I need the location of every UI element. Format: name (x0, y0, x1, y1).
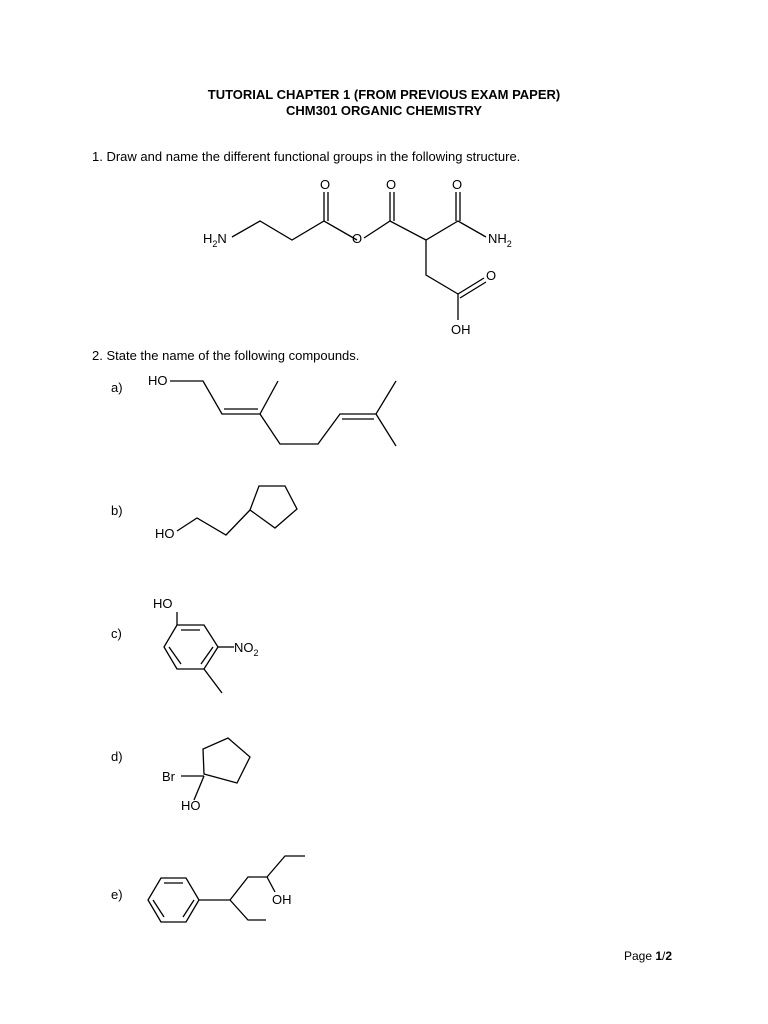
compound-b-chain (177, 510, 250, 535)
compound-c-methyl-bond (204, 669, 222, 693)
acid-oxygen: O (486, 268, 497, 283)
compound-b-structure (155, 486, 297, 541)
compound-d-oh-bond (194, 776, 204, 800)
compound-e-oh-bond (267, 877, 275, 892)
compound-d-br-label: Br (162, 769, 175, 784)
page-prefix: Page (624, 949, 656, 963)
compound-d-ho-label: HO (181, 798, 201, 813)
compound-a-ho-label: HO (148, 373, 168, 388)
document-title: TUTORIAL CHAPTER 1 (FROM PREVIOUS EXAM PAPER) (207, 87, 561, 102)
question-1-number: 1. (92, 149, 103, 164)
carbonyl-oxygen-1: O (320, 177, 331, 192)
anhydride-chain-bond (364, 221, 486, 240)
page-separator: / (662, 949, 666, 963)
carbonyl-oxygen-3: O (452, 177, 463, 192)
compound-c-ring-double-3 (169, 647, 181, 664)
part-d-label: d) (111, 749, 123, 764)
acid-hydroxyl-label: OH (451, 322, 471, 337)
compound-b-ho-label: HO (155, 526, 175, 541)
compound-c-no2-label: $NO_2$ (234, 640, 259, 658)
h2n-label: $H_2N$ (203, 231, 227, 249)
compound-a-chain-2 (260, 381, 396, 444)
part-b-label: b) (111, 503, 123, 518)
compound-e-structure (148, 856, 305, 922)
compound-b-cyclopentane (250, 486, 297, 528)
ester-oxygen: O (352, 231, 363, 246)
carbonyl-oxygen-2: O (386, 177, 397, 192)
compound-c-ring-double-2 (201, 647, 213, 664)
part-c-label: c) (111, 626, 122, 641)
page-total: 2 (665, 949, 673, 963)
compound-c-structure (153, 596, 259, 693)
compound-e-ring-double-2 (183, 900, 194, 917)
compound-a-structure (148, 373, 396, 446)
compound-c-benzene-ring (164, 625, 218, 669)
compound-e-benzene-ring (148, 878, 199, 922)
compound-e-ethyl-branch (230, 900, 266, 920)
part-a-label: a) (111, 380, 123, 395)
page-number (624, 949, 672, 963)
amine-chain-bond (232, 221, 357, 240)
question-1-structure (203, 177, 512, 337)
compound-d-cyclopentane (203, 738, 250, 783)
compound-e-oh-label: OH (272, 892, 292, 907)
question-1-text: Draw and name the different functional groups in the following structure. (106, 149, 521, 164)
part-e-label: e) (111, 887, 123, 902)
compound-e-ring-double-3 (153, 900, 164, 917)
side-chain-bond (426, 240, 458, 294)
page-current: 1 (655, 949, 663, 963)
question-2-number: 2. (92, 348, 103, 363)
compound-c-ho-label: HO (153, 596, 173, 611)
nh2-label: $NH_2$ (488, 231, 512, 249)
compound-a-methyl-bond (376, 414, 396, 446)
question-2-text: State the name of the following compounds. (106, 348, 360, 363)
compound-d-structure (162, 738, 250, 813)
course-title: CHM301 ORGANIC CHEMISTRY (286, 103, 482, 118)
